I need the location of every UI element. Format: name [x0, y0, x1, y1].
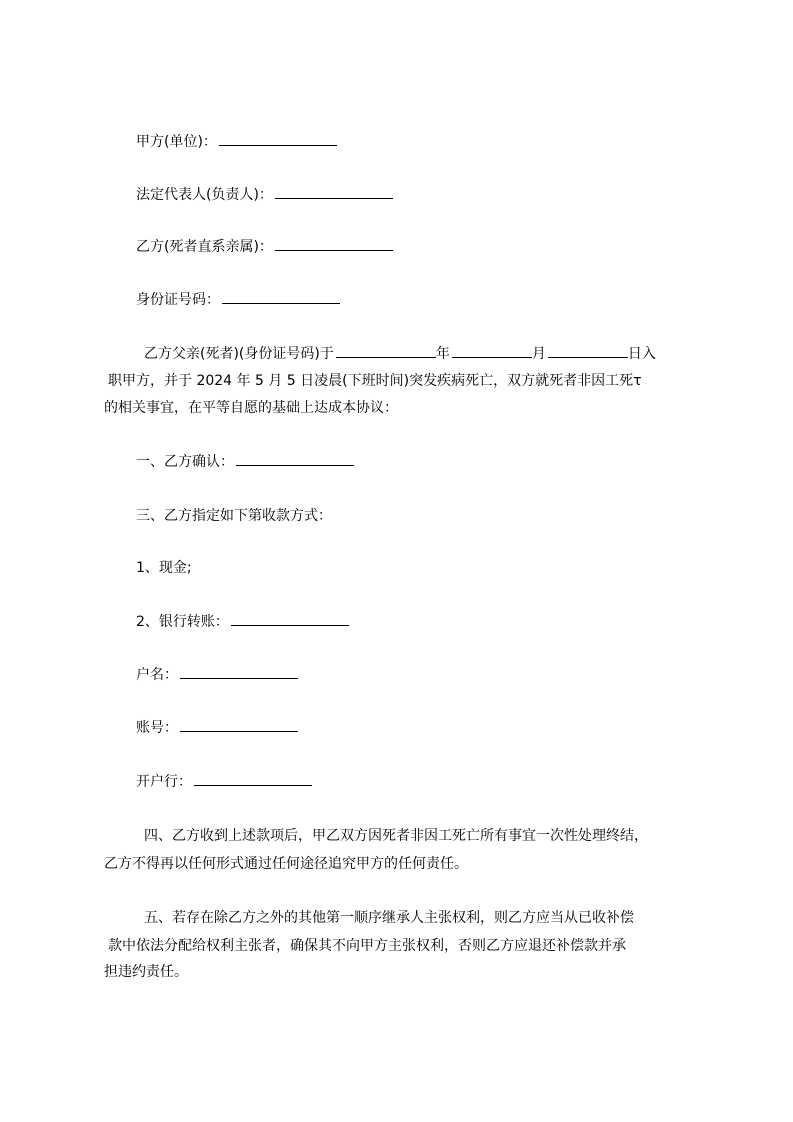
clause-five-line-3: 担违约责任。 [104, 964, 188, 980]
bank-transfer-blank[interactable] [231, 613, 349, 626]
clause-four-line-2: 乙方不得再以任何形式通过任何途径追究甲方的任何责任。 [104, 856, 468, 872]
clause-five-line-2: 款中依法分配给权利主张者，确保其不向甲方主张权利，否则乙方应退还补偿款并承 [108, 938, 626, 954]
legal-rep-label: 法定代表人(负责人)： [136, 187, 273, 203]
clause-one [136, 453, 354, 471]
party-a-label: 甲方(单位)： [136, 134, 217, 150]
clause-four-line-1: 四、乙方收到上述款项后，甲乙双方因死者非因工死亡所有事宜一次性处理终结， [144, 828, 648, 844]
legal-rep-blank[interactable] [275, 186, 393, 199]
party-b-line [136, 238, 393, 256]
intro-prefix: 乙方父亲(死者)(身份证号码)于 [144, 346, 334, 362]
account-no-line [136, 719, 298, 737]
account-name-line [136, 666, 298, 684]
bank-label: 开户行： [136, 774, 192, 790]
party-a-line [136, 133, 337, 151]
bank-transfer-label: 2、银行转账： [136, 614, 229, 630]
bank-line [136, 773, 312, 791]
clause-one-label: 一、乙方确认： [136, 454, 234, 470]
bank-blank[interactable] [194, 773, 312, 786]
account-no-blank[interactable] [180, 719, 298, 732]
intro-line-1 [144, 345, 656, 363]
account-name-blank[interactable] [180, 666, 298, 679]
cash-option: 1、现金; [136, 560, 192, 576]
legal-rep-line [136, 186, 393, 204]
party-b-label: 乙方(死者直系亲属)： [136, 239, 273, 255]
clause-five-line-1: 五、若存在除乙方之外的其他第一顺序继承人主张权利，则乙方应当从已收补偿 [144, 910, 634, 926]
account-no-label: 账号： [136, 720, 178, 736]
month-label: 月 [531, 346, 546, 362]
id-number-label: 身份证号码： [136, 292, 220, 308]
year-blank[interactable] [336, 345, 436, 358]
day-blank[interactable] [548, 345, 628, 358]
account-name-label: 户名： [136, 667, 178, 683]
intro-line-3: 的相关事宜，在平等自愿的基础上达成本协议： [104, 400, 398, 416]
year-label: 年 [435, 346, 450, 362]
bank-transfer-line [136, 613, 349, 631]
id-number-line [136, 291, 340, 309]
party-a-blank[interactable] [219, 133, 337, 146]
clause-one-blank[interactable] [236, 453, 354, 466]
id-number-blank[interactable] [222, 291, 340, 304]
intro-line-2: 职甲方，并于 2024 年 5 月 5 日凌晨(下班时间)突发疾病死亡，双方就死者非因工死τ [108, 373, 642, 389]
day-label: 日入 [627, 346, 656, 362]
month-blank[interactable] [452, 345, 532, 358]
party-b-blank[interactable] [275, 238, 393, 251]
clause-three: 三、乙方指定如下第收款方式： [136, 508, 332, 524]
